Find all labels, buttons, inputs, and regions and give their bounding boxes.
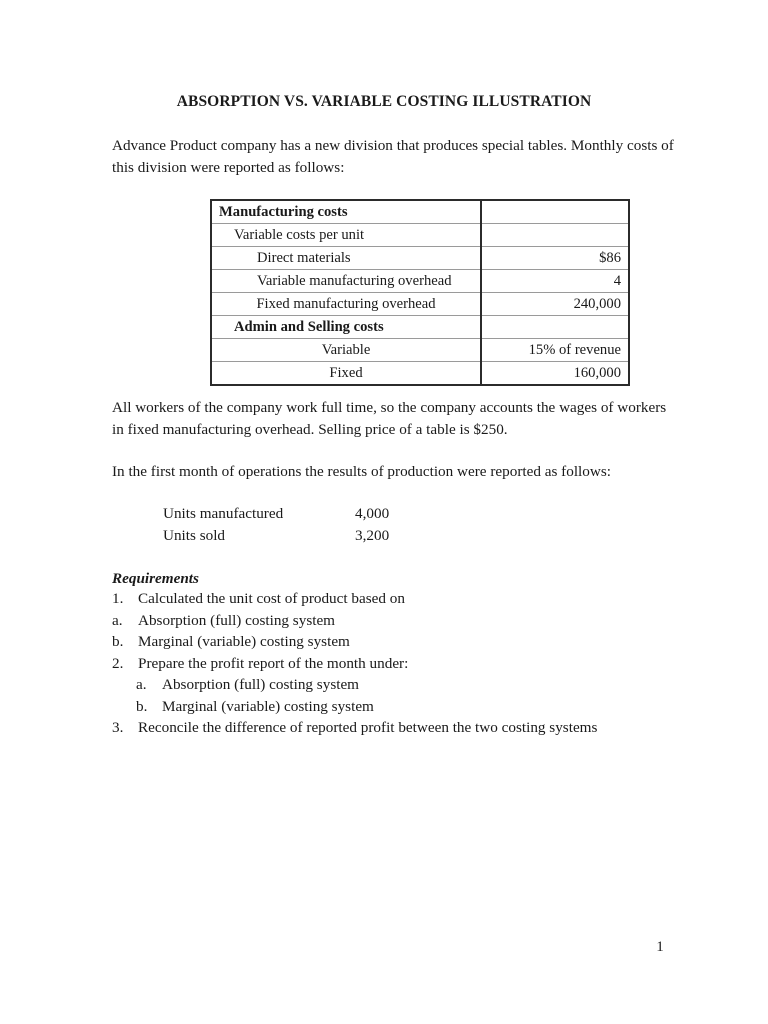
production-row-value: 4,000 xyxy=(355,505,390,522)
list-item-marker: 2. xyxy=(112,654,124,672)
list-item-marker: a. xyxy=(112,611,123,629)
table-row xyxy=(211,224,629,247)
list-item xyxy=(163,503,389,525)
results-paragraph: In the first month of operations the results of production were reported as follows: xyxy=(112,463,611,480)
intro-paragraph: Advance Product company has a new division that produces special tables. Monthly costs of this division were reported as follows: xyxy=(112,137,674,176)
table-row xyxy=(211,339,629,362)
list-item xyxy=(112,653,672,675)
requirements-heading: Requirements xyxy=(112,570,199,587)
list-item xyxy=(112,631,672,653)
list-item-text: Prepare the profit report of the month under: xyxy=(138,654,409,672)
list-item-text: Reconcile the difference of reported profit between the two costing systems xyxy=(138,719,598,736)
list-item-text: Absorption (full) costing system xyxy=(162,676,359,693)
cost-row-value: 4 xyxy=(481,270,629,293)
production-results-block xyxy=(163,503,389,547)
list-item xyxy=(163,525,389,547)
cost-row-value: $86 xyxy=(481,247,629,270)
list-item xyxy=(112,717,672,739)
workers-paragraph: All workers of the company work full time, so the company accounts the wages of workers in fixed manufacturing overhead. Selling price of a table is $250. xyxy=(112,399,667,438)
production-row-label: Units sold xyxy=(163,527,226,544)
cost-table-body xyxy=(211,200,629,385)
page-number: 1 xyxy=(656,939,664,955)
cost-row-label: Variable costs per unit xyxy=(211,224,481,247)
cost-row-label: Variable manufacturing overhead xyxy=(211,270,481,293)
table-row xyxy=(211,200,629,224)
list-item-text: Marginal (variable) costing system xyxy=(138,633,350,650)
cost-row-label: Direct materials xyxy=(211,247,481,270)
production-row-value: 3,200 xyxy=(355,527,390,544)
cost-row-label: Admin and Selling costs xyxy=(211,316,481,339)
page-title: ABSORPTION VS. VARIABLE COSTING ILLUSTRATION xyxy=(176,93,592,110)
cost-row-value: 240,000 xyxy=(481,293,629,316)
production-row-label: Units manufactured xyxy=(163,505,284,522)
cost-row-value xyxy=(481,316,629,339)
cost-row-value: 15% of revenue xyxy=(481,339,629,362)
list-item-text: Marginal (variable) costing system xyxy=(162,697,374,715)
cost-row-value xyxy=(481,224,629,247)
cost-table-container xyxy=(210,199,630,386)
list-item-marker: a. xyxy=(136,676,147,693)
requirements-list xyxy=(112,588,672,739)
cost-row-label: Fixed xyxy=(211,362,481,386)
table-row xyxy=(211,247,629,270)
table-row xyxy=(211,293,629,316)
list-item-marker: b. xyxy=(136,697,148,715)
list-item-text: Calculated the unit cost of product based on xyxy=(138,590,405,607)
list-item xyxy=(112,588,672,610)
list-item xyxy=(112,674,672,696)
list-item-text: Absorption (full) costing system xyxy=(138,611,335,629)
cost-row-label: Manufacturing costs xyxy=(211,200,481,224)
cost-row-label: Fixed manufacturing overhead xyxy=(211,293,481,316)
monthly-costs-table xyxy=(210,199,630,386)
list-item-marker: 3. xyxy=(112,719,124,736)
cost-row-value: 160,000 xyxy=(481,362,629,386)
list-item-marker: b. xyxy=(112,633,124,650)
table-row xyxy=(211,270,629,293)
table-row xyxy=(211,316,629,339)
list-item xyxy=(112,610,672,632)
table-row xyxy=(211,362,629,386)
cost-row-value xyxy=(481,200,629,224)
list-item-marker: 1. xyxy=(112,590,124,607)
cost-row-label: Variable xyxy=(211,339,481,362)
list-item xyxy=(112,696,672,718)
